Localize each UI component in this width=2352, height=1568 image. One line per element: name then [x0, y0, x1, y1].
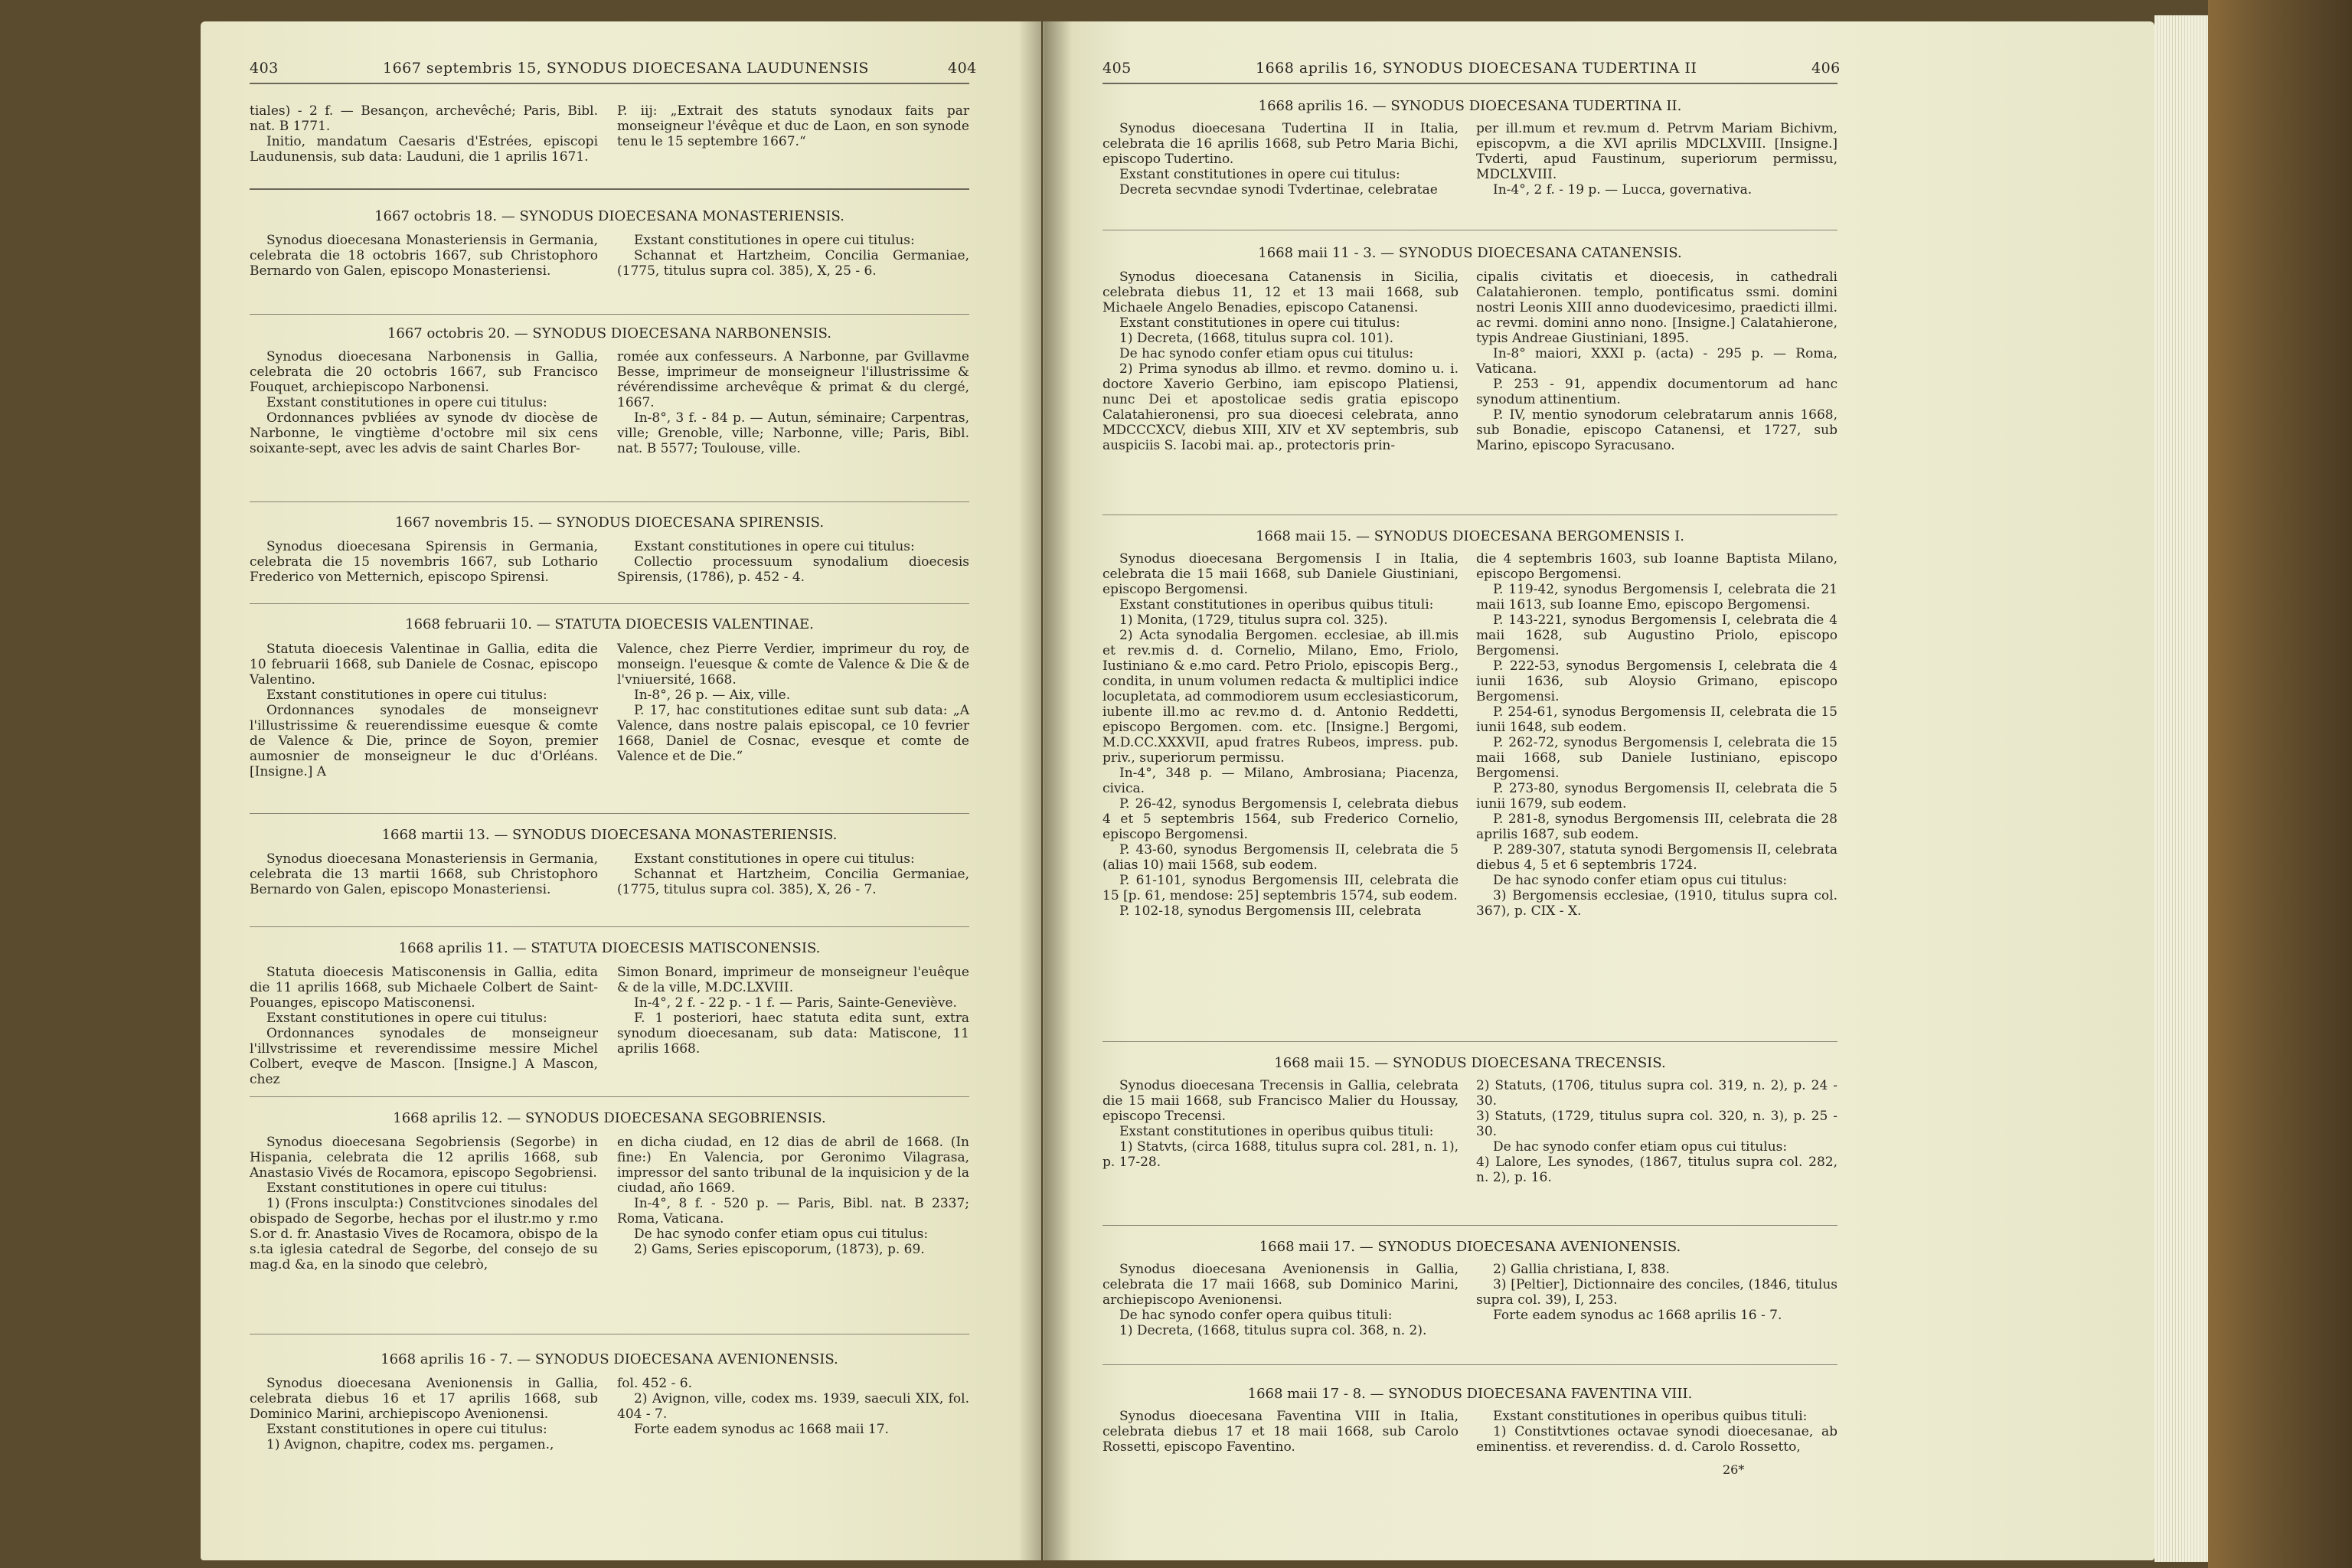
- entry-heading: 1668 maii 17. — SYNODUS DIOECESANA AVENIONENSIS.: [1259, 1239, 1681, 1255]
- entry-left-col: [1102, 551, 1459, 919]
- folio-403: 403: [250, 60, 279, 77]
- entry-right-col: [617, 1135, 969, 1257]
- entry-left-col: [250, 965, 598, 1087]
- para: Synodus dioecesana Catanensis in Sicilia, celebrata diebus 11, 12 et 13 maii 1668, sub Michaele Angelo Benadies, episcopo Catanensi.: [1102, 270, 1459, 315]
- para: Synodus dioecesana Trecensis in Gallia, celebrata die 15 maii 1668, sub Francisco Malier du Houssay, episcopo Trecensi.: [1102, 1078, 1459, 1124]
- para: per ill.mum et rev.mum d. Petrvm Mariam Bichivm, episcopvm, a die XVI aprilis MDCLXVIII. [Insigne.] Tvderti, apud Faustinum, superiorum permissu, MDCLXVIII.: [1476, 121, 1838, 182]
- entry-rule: [1102, 1225, 1838, 1226]
- entry-heading: 1668 aprilis 16 - 7. — SYNODUS DIOECESANA AVENIONENSIS.: [381, 1351, 838, 1367]
- entry-heading: 1668 maii 15. — SYNODUS DIOECESANA TRECENSIS.: [1274, 1055, 1666, 1071]
- entry-right-col: [617, 965, 969, 1057]
- para: fol. 452 - 6.: [617, 1376, 692, 1391]
- entry-right-col: [617, 1376, 969, 1437]
- entry-heading: 1667 novembris 15. — SYNODUS DIOECESANA SPIRENSIS.: [394, 514, 825, 531]
- para: 2) Gams, Series episcoporum, (1873), p. 69.: [634, 1242, 925, 1257]
- folio-406: 406: [1811, 60, 1841, 77]
- entry-left-col: [250, 1376, 598, 1452]
- para: P. 102-18, synodus Bergomensis III, celebrata: [1119, 903, 1422, 919]
- para: P. 17, hac constitutiones editae sunt sub data: „A Valence, dans nostre palais episcopal, ce 10 fevrier 1668, Daniel de Cosnac, evesque et comte de Valence et de Die.“: [617, 703, 969, 764]
- entry-left-col: [250, 642, 598, 779]
- entry-heading: 1668 martii 13. — SYNODUS DIOECESANA MONASTERIENSIS.: [381, 827, 838, 843]
- para: 2) Prima synodus ab illmo. et revmo. domino u. i. doctore Xaverio Gerbino, iam episcopo Platiensi, nunc Dei et apostolicae sedis gratia episcopo Calatahieronensi, pro sua dioecesi celebrata, anno MDCCCXCV, diebus XIII, XIV et XV septembris, sub auspiciis S. Iacobi mai. ap., protectoris prin-: [1102, 361, 1459, 453]
- para: P. 262-72, synodus Bergomensis I, celebrata die 15 maii 1668, sub Daniele Iustiniano, episcopo Bergomensi.: [1476, 735, 1838, 781]
- folio-404: 404: [948, 60, 977, 77]
- para: In-4°, 348 p. — Milano, Ambrosiana; Piacenza, civica.: [1102, 766, 1459, 796]
- para: P. 289-307, statuta synodi Bergomensis II, celebrata diebus 4, 5 et 6 septembris 1724.: [1476, 842, 1838, 873]
- para: Synodus dioecesana Spirensis in Germania, celebrata die 15 novembris 1667, sub Lothario Frederico von Metternich, episcopo Spirensi.: [250, 539, 598, 585]
- entry-rule: [250, 813, 969, 814]
- entry-rule: [250, 314, 969, 315]
- para: 3) [Peltier], Dictionnaire des conciles, (1846, titulus supra col. 39), I, 253.: [1476, 1277, 1838, 1308]
- para: Forte eadem synodus ac 1668 aprilis 16 - 7.: [1493, 1308, 1782, 1323]
- para: P. 281-8, synodus Bergomensis III, celebrata die 28 aprilis 1687, sub eodem.: [1476, 812, 1838, 842]
- para: 4) Lalore, Les synodes, (1867, titulus supra col. 282, n. 2), p. 16.: [1476, 1155, 1838, 1185]
- para: Forte eadem synodus ac 1668 maii 17.: [634, 1422, 889, 1437]
- para: 1) Constitvtiones octavae synodi dioecesanae, ab eminentiss. et reverendiss. d. d. Carolo Rossetto,: [1476, 1424, 1838, 1455]
- entry-rule: [250, 501, 969, 502]
- para: Ordonnances synodales de monseignevr l'illustrissime & reuerendissime euesque & comte de Valence & Die, prince de Soyon, premier aumosnier de monseigneur le duc d'Orléans. [Insigne.] A: [250, 703, 598, 779]
- para: Exstant constitutiones in opere cui titulus:: [266, 688, 547, 703]
- entry-rule: [250, 188, 969, 190]
- para: 2) Statuts, (1706, titulus supra col. 319, n. 2), p. 24 - 30.: [1476, 1078, 1838, 1109]
- para: Statuta dioecesis Matisconensis in Gallia, edita die 11 aprilis 1668, sub Michaele Colbert de Saint-Pouanges, episcopo Matisconensi.: [250, 965, 598, 1011]
- para: P. 26-42, synodus Bergomensis I, celebrata diebus 4 et 5 septembris 1564, sub Frederico Cornelio, episcopo Bergomensi.: [1102, 796, 1459, 842]
- para: Schannat et Hartzheim, Concilia Germaniae, (1775, titulus supra col. 385), X, 26 - 7.: [617, 867, 969, 897]
- para: Exstant constitutiones in opere cui titulus:: [634, 539, 915, 554]
- entry-heading: 1668 maii 17 - 8. — SYNODUS DIOECESANA FAVENTINA VIII.: [1247, 1386, 1693, 1402]
- para: Exstant constitutiones in opere cui titulus:: [634, 233, 915, 248]
- para: cipalis civitatis et dioecesis, in cathedrali Calatahieronen. templo, pontificatus ssmi. domini nostri Leonis XIII anno duodevicesimo, praedicti illmi. ac revmi. domini anno nono. [Insigne.] Calatahierone, typis Andreae Giustiniani, 1895.: [1476, 270, 1838, 346]
- para: Schannat et Hartzheim, Concilia Germaniae, (1775, titulus supra col. 385), X, 25 - 6.: [617, 248, 969, 279]
- running-head-right: 1668 aprilis 16, SYNODUS DIOECESANA TUDERTINA II: [1256, 60, 1697, 77]
- entry-right-col: [1476, 121, 1838, 198]
- entry-left-col: [250, 851, 598, 897]
- para: 1) Monita, (1729, titulus supra col. 325).: [1119, 612, 1388, 628]
- para: Exstant constitutiones in opere cui titulus:: [634, 851, 915, 867]
- entry-right-col: [617, 539, 969, 585]
- para: De hac synodo confer etiam opus cui titulus:: [1493, 1139, 1788, 1155]
- para: In-8° maiori, XXXI p. (acta) - 295 p. — Roma, Vaticana.: [1476, 346, 1838, 377]
- entry-left-col: [1102, 1078, 1459, 1170]
- para: 1) Avignon, chapitre, codex ms. pergamen.,: [266, 1437, 554, 1452]
- para: Statuta dioecesis Valentinae in Gallia, edita die 10 februarii 1668, sub Daniele de Cosnac, episcopo Valentino.: [250, 642, 598, 688]
- para: De hac synodo confer etiam opus cui titulus:: [1493, 873, 1788, 888]
- para: Synodus dioecesana Narbonensis in Gallia, celebrata die 20 octobris 1667, sub Francisco Fouquet, archiepiscopo Narbonensi.: [250, 349, 598, 395]
- entry-heading: 1668 maii 11 - 3. — SYNODUS DIOECESANA CATANENSIS.: [1258, 245, 1682, 261]
- para: Synodus dioecesana Avenionensis in Gallia, celebrata die 17 maii 1668, sub Dominico Marini, archiepiscopo Avenionensi.: [1102, 1262, 1459, 1308]
- para: Exstant constitutiones in opere cui titulus:: [266, 395, 547, 410]
- entry-heading: 1667 octobris 20. — SYNODUS DIOECESANA NARBONENSIS.: [387, 325, 832, 341]
- para: In-4°, 2 f. - 22 p. - 1 f. — Paris, Sainte-Geneviève.: [634, 995, 957, 1011]
- continuation-left-col: [250, 103, 598, 165]
- para: Synodus dioecesana Segobriensis (Segorbe) in Hispania, celebrata die 12 aprilis 1668, sub Anastasio Vivés de Rocamora, episcopo Segobriensi.: [250, 1135, 598, 1181]
- continuation-right-col: [617, 103, 969, 149]
- para: Decreta secvndae synodi Tvdertinae, celebratae: [1119, 182, 1438, 198]
- para: Synodus dioecesana Bergomensis I in Italia, celebrata die 15 maii 1668, sub Daniele Giustiniani, episcopo Bergomensi.: [1102, 551, 1459, 597]
- entry-heading: 1668 aprilis 16. — SYNODUS DIOECESANA TUDERTINA II.: [1258, 98, 1682, 114]
- para: P. 119-42, synodus Bergomensis I, celebrata die 21 maii 1613, sub Ioanne Emo, episcopo Bergomensi.: [1476, 582, 1838, 612]
- para: In-8°, 26 p. — Aix, ville.: [634, 688, 791, 703]
- para: P. 143-221, synodus Bergomensis I, celebrata die 4 maii 1628, sub Augustino Priolo, episcopo Bergomensi.: [1476, 612, 1838, 658]
- running-head-left: 1667 septembris 15, SYNODUS DIOECESANA LAUDUNENSIS: [383, 60, 869, 77]
- para: 2) Gallia christiana, I, 838.: [1493, 1262, 1670, 1277]
- para: P. 253 - 91, appendix documentorum ad hanc synodum attinentium.: [1476, 377, 1838, 407]
- para: De hac synodo confer opera quibus tituli:: [1119, 1308, 1393, 1323]
- entry-rule: [1102, 1041, 1838, 1042]
- para: Exstant constitutiones in opere cui titulus:: [1119, 167, 1400, 182]
- header-rule: [250, 83, 969, 84]
- para: 1) Statvts, (circa 1688, titulus supra col. 281, n. 1), p. 17-28.: [1102, 1139, 1459, 1170]
- para: 1) (Frons insculpta:) Constitvciones sinodales del obispado de Segorbe, hechas por el ilustr.mo y r.mo S.or d. fr. Anastasio Vives de Rocamora, obispo de la s.ta iglesia catedral de Segorbe, del consejo de su mag.d &a, en la sinodo que celebrò,: [250, 1196, 598, 1272]
- entry-heading: 1668 februarii 10. — STATUTA DIOECESIS VALENTINAE.: [405, 616, 814, 632]
- para: P. iij: „Extrait des statuts synodaux faits par monseigneur l'évêque et duc de Laon, en son synode tenu le 15 septembre 1667.“: [617, 103, 969, 149]
- signature-mark: 26*: [1723, 1462, 1745, 1477]
- para: Synodus dioecesana Monasteriensis in Germania, celebrata die 13 martii 1668, sub Christophoro Bernardo von Galen, episcopo Monasteriensi.: [250, 851, 598, 897]
- entry-rule: [250, 603, 969, 604]
- folio-405: 405: [1102, 60, 1132, 77]
- entry-heading: 1667 octobris 18. — SYNODUS DIOECESANA MONASTERIENSIS.: [374, 208, 844, 224]
- entry-heading: 1668 maii 15. — SYNODUS DIOECESANA BERGOMENSIS I.: [1256, 528, 1684, 544]
- para: tiales) - 2 f. — Besançon, archevêché; Paris, Bibl. nat. B 1771.: [250, 103, 598, 134]
- para: 1) Decreta, (1668, titulus supra col. 101).: [1119, 331, 1393, 346]
- entry-rule: [250, 1096, 969, 1097]
- para: P. 61-101, synodus Bergomensis III, celebrata die 15 [p. 61, mendose: 25] septembris 1574, sub eodem.: [1102, 873, 1459, 903]
- para: De hac synodo confer etiam opus cui titulus:: [1119, 346, 1414, 361]
- entry-right-col: [1476, 551, 1838, 919]
- page-edges: [2154, 15, 2208, 1562]
- para: P. 43-60, synodus Bergomensis II, celebrata die 5 (alias 10) maii 1568, sub eodem.: [1102, 842, 1459, 873]
- para: en dicha ciudad, en 12 dias de abril de 1668. (In fine:) En Valencia, por Geronimo Vilagrasa, impressor del santo tribunal de la inquisicion y de la ciudad, año 1669.: [617, 1135, 969, 1196]
- para: Initio, mandatum Caesaris d'Estrées, episcopi Laudunensis, sub data: Lauduni, die 1 aprilis 1671.: [250, 134, 598, 165]
- entry-right-col: [617, 642, 969, 764]
- entry-left-col: [1102, 1409, 1459, 1455]
- para: In-4°, 8 f. - 520 p. — Paris, Bibl. nat. B 2337; Roma, Vaticana.: [617, 1196, 969, 1227]
- para: P. 222-53, synodus Bergomensis I, celebrata die 4 iunii 1636, sub Aloysio Grimano, episcopo Bergomensi.: [1476, 658, 1838, 704]
- entry-left-col: [1102, 121, 1459, 198]
- entry-right-col: [1476, 1409, 1838, 1455]
- para: 2) Avignon, ville, codex ms. 1939, saeculi XIX, fol. 404 - 7.: [617, 1391, 969, 1422]
- para: Collectio processuum synodalium dioecesis Spirensis, (1786), p. 452 - 4.: [617, 554, 969, 585]
- entry-right-col: [1476, 1078, 1838, 1185]
- entry-right-col: [1476, 270, 1838, 453]
- para: Exstant constitutiones in opere cui titulus:: [266, 1181, 547, 1196]
- para: Exstant constitutiones in operibus quibus tituli:: [1493, 1409, 1808, 1424]
- para: Simon Bonard, imprimeur de monseigneur l'euêque & de la ville, M.DC.LXVIII.: [617, 965, 969, 995]
- entry-right-col: [1476, 1262, 1838, 1323]
- entry-rule: [250, 926, 969, 927]
- entry-left-col: [1102, 1262, 1459, 1338]
- para: De hac synodo confer etiam opus cui titulus:: [634, 1227, 929, 1242]
- entry-left-col: [250, 349, 598, 456]
- para: Exstant constitutiones in opere cui titulus:: [1119, 315, 1400, 331]
- para: Ordonnances pvbliées av synode dv diocèse de Narbonne, le vingtième d'octobre mil six cens soixante-sept, avec les advis de saint Charles Bor-: [250, 410, 598, 456]
- header-rule: [1102, 83, 1838, 84]
- entry-right-col: [617, 233, 969, 279]
- para: Exstant constitutiones in operibus quibus tituli:: [1119, 597, 1434, 612]
- para: 1) Decreta, (1668, titulus supra col. 368, n. 2).: [1119, 1323, 1427, 1338]
- para: Exstant constitutiones in opere cui titulus:: [266, 1011, 547, 1026]
- entry-left-col: [1102, 270, 1459, 453]
- para: 3) Bergomensis ecclesiae, (1910, titulus supra col. 367), p. CIX - X.: [1476, 888, 1838, 919]
- para: Valence, chez Pierre Verdier, imprimeur du roy, de monseign. l'euesque & comte de Valence & Die & de l'vniuersité, 1668.: [617, 642, 969, 688]
- para: Ordonnances synodales de monseigneur l'illvstrissime et reverendissime messire Michel Colbert, eveqve de Mascon. [Insigne.] A Mascon, chez: [250, 1026, 598, 1087]
- para: die 4 septembris 1603, sub Ioanne Baptista Milano, episcopo Bergomensi.: [1476, 551, 1838, 582]
- para: Exstant constitutiones in opere cui titulus:: [266, 1422, 547, 1437]
- entry-right-col: [617, 349, 969, 456]
- para: romée aux confesseurs. A Narbonne, par Gvillavme Besse, imprimeur de monseigneur l'illustrissime & révérendissime archevêque & primat & du clergé, 1667.: [617, 349, 969, 410]
- entry-rule: [1102, 1364, 1838, 1365]
- entry-left-col: [250, 539, 598, 585]
- para: 2) Acta synodalia Bergomen. ecclesiae, ab ill.mis et rev.mis d. d. Cornelio, Milano, Emo, Friolo, Iustiniano & e.mo card. Petro Priolo, episcopis Berg., condita, in unum volumen redacta & multiplici indice locupletata, ad commodiorem usum ecclesiasticorum, iubente ill.mo ac rev.mo d. d. Antonio Reddetti, episcopo Bergomen. com. etc. [Insigne.] Bergomi, M.D.CC.XXXVII, apud fratres Rubeos, impress. pub. priv., superiorum permissu.: [1102, 628, 1459, 766]
- entry-right-col: [617, 851, 969, 897]
- book-gutter: [1018, 21, 1072, 1560]
- entry-heading: 1668 aprilis 12. — SYNODUS DIOECESANA SEGOBRIENSIS.: [393, 1110, 826, 1126]
- entry-heading: 1668 aprilis 11. — STATUTA DIOECESIS MATISCONENSIS.: [398, 940, 821, 956]
- para: Synodus dioecesana Monasteriensis in Germania, celebrata die 18 octobris 1667, sub Christophoro Bernardo von Galen, episcopo Monasteriensi.: [250, 233, 598, 279]
- book-cover: [2208, 0, 2352, 1568]
- para: Exstant constitutiones in operibus quibus tituli:: [1119, 1124, 1434, 1139]
- para: Synodus dioecesana Tudertina II in Italia, celebrata die 16 aprilis 1668, sub Petro Maria Bichi, episcopo Tudertino.: [1102, 121, 1459, 167]
- entry-rule: [1102, 514, 1838, 515]
- para: F. 1 posteriori, haec statuta edita sunt, extra synodum dioecesanam, sub data: Matiscone, 11 aprilis 1668.: [617, 1011, 969, 1057]
- para: In-8°, 3 f. - 84 p. — Autun, séminaire; Carpentras, ville; Grenoble, ville; Narbonne, ville; Paris, Bibl. nat. B 5577; Toulouse, ville.: [617, 410, 969, 456]
- para: P. 273-80, synodus Bergomensis II, celebrata die 5 iunii 1679, sub eodem.: [1476, 781, 1838, 812]
- para: In-4°, 2 f. - 19 p. — Lucca, governativa.: [1493, 182, 1753, 198]
- para: Synodus dioecesana Avenionensis in Gallia, celebrata diebus 16 et 17 aprilis 1668, sub Dominico Marini, archiepiscopo Avenionensi.: [250, 1376, 598, 1422]
- para: Synodus dioecesana Faventina VIII in Italia, celebrata diebus 17 et 18 maii 1668, sub Carolo Rossetti, episcopo Faventino.: [1102, 1409, 1459, 1455]
- para: 3) Statuts, (1729, titulus supra col. 320, n. 3), p. 25 - 30.: [1476, 1109, 1838, 1139]
- entry-left-col: [250, 233, 598, 279]
- para: P. 254-61, synodus Bergomensis II, celebrata die 15 iunii 1648, sub eodem.: [1476, 704, 1838, 735]
- para: P. IV, mentio synodorum celebratarum annis 1668, sub Bonadie, episcopo Catanensi, et 1727, sub Marino, episcopo Syracusano.: [1476, 407, 1838, 453]
- entry-left-col: [250, 1135, 598, 1272]
